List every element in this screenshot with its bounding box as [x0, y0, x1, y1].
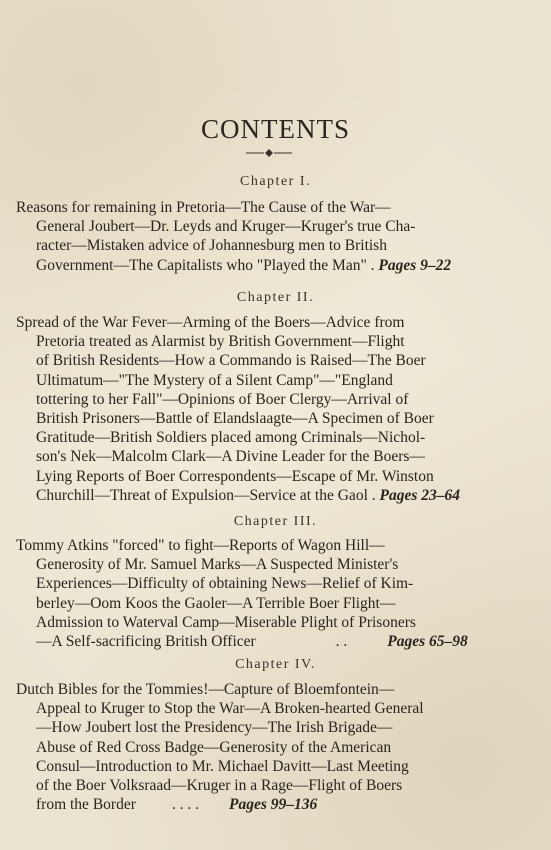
summary-line: General Joubert—Dr. Leyds and Kruger—Kruger's true Cha- — [36, 218, 416, 236]
summary-text: —A Self-sacrificing British Officer — [36, 633, 256, 651]
summary-line: Reasons for remaining in Pretoria—The Cause of the War— — [16, 199, 391, 216]
page-title: CONTENTS — [201, 114, 350, 145]
page-range: Pages 65–98 — [387, 633, 468, 651]
summary-line: Ultimatum—"The Mystery of a Silent Camp"—"England — [36, 371, 393, 389]
chapter-summary-3 — [16, 536, 516, 651]
chapter-heading-4: Chapter IV. — [235, 657, 316, 672]
summary-line: Experiences—Difficulty of obtaining News—Relief of Kim- — [36, 575, 414, 593]
summary-line — [16, 486, 516, 505]
page-range: Pages 9–22 — [378, 256, 452, 274]
summary-line — [16, 795, 516, 814]
summary-line: Lying Reports of Boer Correspondents—Escape of Mr. Winston — [36, 467, 434, 485]
summary-line: Spread of the War Fever—Arming of the Boers—Advice from — [16, 314, 405, 331]
summary-line: Appeal to Kruger to Stop the War—A Broken-hearted General — [36, 700, 424, 718]
dot-leader: . . . . — [171, 796, 199, 814]
summary-line: Generosity of Mr. Samuel Marks—A Suspected Minister's — [36, 556, 399, 574]
ornament-divider-icon — [244, 148, 294, 158]
chapter-heading-1: Chapter I. — [240, 174, 311, 189]
summary-line: tottering to her Fall"—Opinions of Boer Clergy—Arrival of — [36, 390, 409, 408]
summary-line: Abuse of Red Cross Badge—Generosity of the American — [36, 738, 392, 756]
summary-line: Tommy Atkins "forced" to fight—Reports of Wagon Hill— — [16, 537, 385, 554]
summary-line: racter—Mistaken advice of Johannesburg men to British — [36, 237, 387, 255]
chapter-summary-2 — [16, 313, 516, 505]
chapter-summary-4 — [16, 680, 516, 814]
summary-text: Churchill—Threat of Expulsion—Service at the Gaol . — [36, 486, 376, 504]
summary-line: Admission to Waterval Camp—Miserable Plight of Prisoners — [36, 613, 416, 631]
chapter-heading-3: Chapter III. — [233, 514, 318, 529]
dot-leader: . . — [335, 633, 348, 651]
summary-line: Gratitude—British Soldiers placed among Criminals—Nichol- — [36, 429, 426, 447]
summary-line: of the Boer Volksraad—Kruger in a Rage—Flight of Boers — [36, 777, 403, 795]
summary-line: berley—Oom Koos the Gaoler—A Terrible Boer Flight— — [36, 594, 396, 612]
summary-line: British Prisoners—Battle of Elandslaagte—A Specimen of Boer — [36, 410, 434, 428]
summary-line: Dutch Bibles for the Tommies!—Capture of Bloemfontein— — [16, 681, 395, 698]
chapter-summary-1 — [16, 198, 516, 275]
page-range: Pages 99–136 — [228, 796, 318, 814]
summary-line: son's Nek—Malcolm Clark—A Divine Leader for the Boers— — [36, 448, 425, 466]
page-range: Pages 23–64 — [379, 486, 461, 504]
summary-line: of British Residents—How a Commando is Raised—The Boer — [36, 352, 426, 370]
chapter-heading-2: Chapter II. — [236, 290, 315, 305]
summary-line — [16, 256, 516, 275]
summary-text: Government—The Capitalists who "Played the Man" . — [36, 256, 375, 274]
summary-line: Consul—Introduction to Mr. Michael Davitt—Last Meeting — [36, 757, 409, 775]
summary-line: —How Joubert lost the Presidency—The Irish Brigade— — [36, 719, 393, 737]
summary-text: from the Border — [36, 796, 136, 814]
summary-line — [16, 632, 516, 651]
summary-line: Pretoria treated as Alarmist by British Government—Flight — [36, 333, 405, 351]
